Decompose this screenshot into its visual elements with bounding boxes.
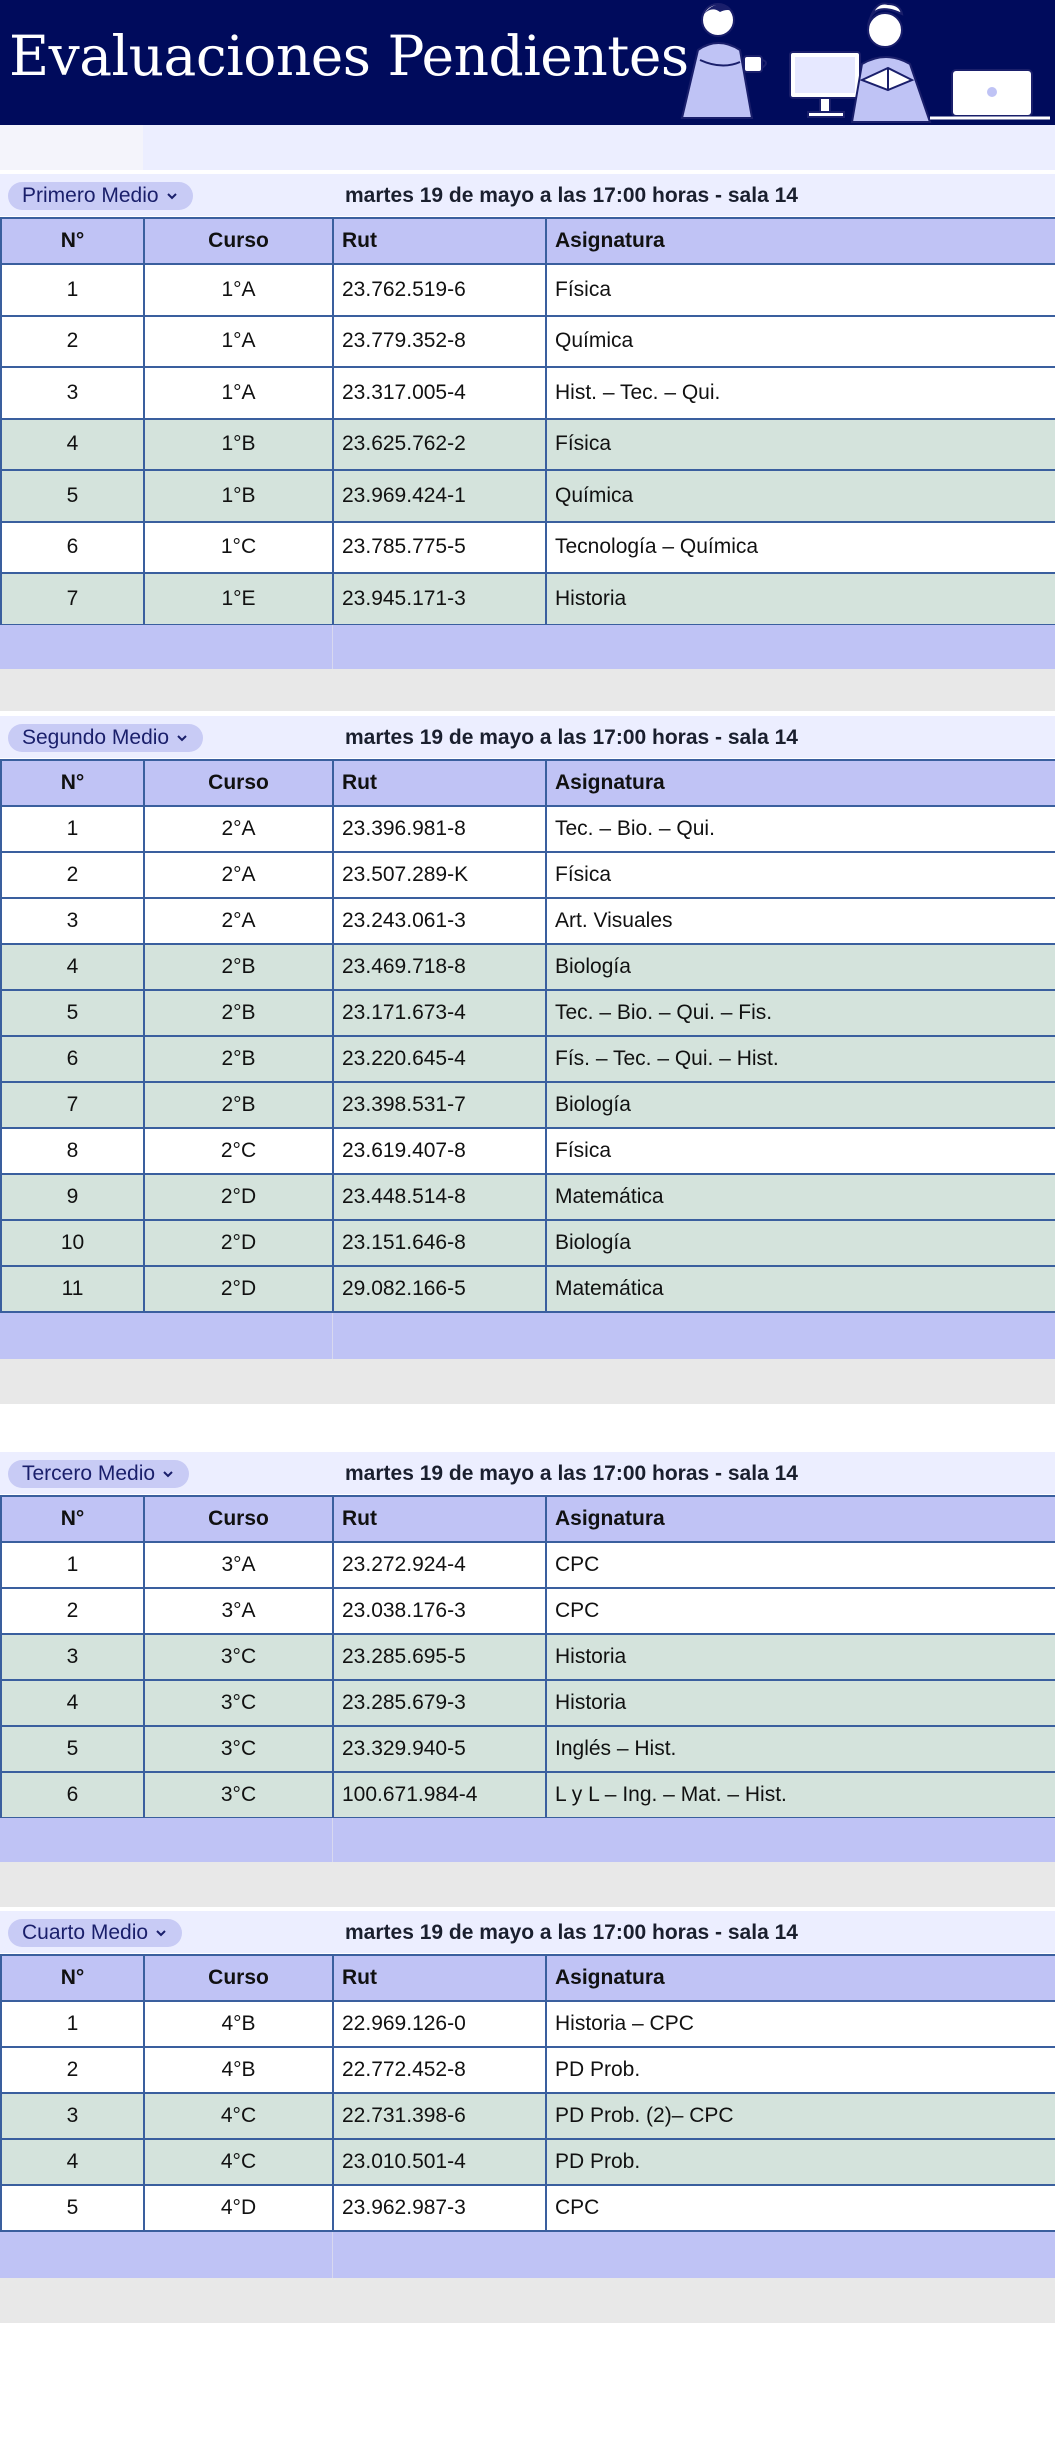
footer-divider: [332, 1818, 333, 1862]
cell-num: 4: [1, 419, 144, 471]
cell-num: 9: [1, 1174, 144, 1220]
cell-curso: 3°C: [144, 1680, 333, 1726]
cell-rut: 22.772.452-8: [333, 2047, 546, 2093]
cell-asignatura: CPC: [546, 1542, 1055, 1588]
cell-rut: 23.507.289-K: [333, 852, 546, 898]
table-row: [1, 573, 1055, 625]
cell-curso: 3°C: [144, 1726, 333, 1772]
cell-curso: 2°B: [144, 944, 333, 990]
cell-curso: 2°D: [144, 1220, 333, 1266]
cell-num: 10: [1, 1220, 144, 1266]
cell-curso: 2°A: [144, 806, 333, 852]
table-row: [1, 1082, 1055, 1128]
cell-curso: 3°C: [144, 1634, 333, 1680]
cell-curso: 2°B: [144, 990, 333, 1036]
section-cuarto-footer: [0, 2232, 1055, 2278]
cell-rut: 23.398.531-7: [333, 1082, 546, 1128]
cell-num: 1: [1, 264, 144, 316]
section-tercero-header: [0, 1452, 1055, 1494]
table-row: [1, 2001, 1055, 2047]
cell-curso: 3°C: [144, 1772, 333, 1818]
table-row: [1, 898, 1055, 944]
cell-rut: 23.329.940-5: [333, 1726, 546, 1772]
cell-asignatura: Tec. – Bio. – Qui. – Fis.: [546, 990, 1055, 1036]
cell-rut: 23.762.519-6: [333, 264, 546, 316]
cell-rut: 22.969.126-0: [333, 2001, 546, 2047]
cell-asignatura: Biología: [546, 944, 1055, 990]
table-row: [1, 1588, 1055, 1634]
cell-num: 7: [1, 573, 144, 625]
cell-asignatura: Art. Visuales: [546, 898, 1055, 944]
table-row: [1, 2047, 1055, 2093]
cell-rut: 23.945.171-3: [333, 573, 546, 625]
page-title: Evaluaciones Pendientes: [9, 24, 689, 88]
cell-asignatura: Biología: [546, 1220, 1055, 1266]
table-row: [1, 470, 1055, 522]
top-band: [0, 125, 1055, 170]
column-header-num: N°: [1, 1496, 144, 1542]
table-row: [1, 1542, 1055, 1588]
cell-curso: 4°D: [144, 2185, 333, 2231]
section-label: Cuarto Medio: [22, 1921, 149, 1944]
column-header-num: N°: [1, 1955, 144, 2001]
table-row: [1, 1266, 1055, 1312]
section-date: martes 19 de mayo a las 17:00 horas - sala 14: [345, 1921, 798, 1944]
footer-divider: [332, 1313, 333, 1359]
chevron-down-icon: [161, 1467, 175, 1481]
cell-num: 5: [1, 1726, 144, 1772]
section-dropdown-segundo[interactable]: [8, 724, 203, 752]
table-row: [1, 522, 1055, 574]
table-row: [1, 1220, 1055, 1266]
cell-num: 3: [1, 898, 144, 944]
cell-curso: 1°B: [144, 419, 333, 471]
cell-rut: 23.396.981-8: [333, 806, 546, 852]
table-segundo: [0, 759, 1055, 1313]
column-header-num: N°: [1, 218, 144, 264]
cell-rut: 23.962.987-3: [333, 2185, 546, 2231]
cell-rut: 23.243.061-3: [333, 898, 546, 944]
cell-num: 2: [1, 1588, 144, 1634]
cell-rut: 23.285.695-5: [333, 1634, 546, 1680]
table-row: [1, 1726, 1055, 1772]
column-header-num: N°: [1, 760, 144, 806]
cell-num: 3: [1, 367, 144, 419]
cell-curso: 3°A: [144, 1542, 333, 1588]
cell-asignatura: Biología: [546, 1082, 1055, 1128]
table-row: [1, 1174, 1055, 1220]
students-illustration: [640, 0, 1055, 125]
column-header-asignatura: Asignatura: [546, 1496, 1055, 1542]
section-tercero-footer: [0, 1818, 1055, 1862]
section-dropdown-cuarto[interactable]: [8, 1919, 182, 1947]
table-primero: [0, 217, 1055, 626]
cell-curso: 1°A: [144, 367, 333, 419]
cell-asignatura: Hist. – Tec. – Qui.: [546, 367, 1055, 419]
table-row: [1, 316, 1055, 368]
cell-num: 2: [1, 2047, 144, 2093]
chevron-down-icon: [165, 189, 179, 203]
cell-num: 11: [1, 1266, 144, 1312]
cell-curso: 2°B: [144, 1036, 333, 1082]
cell-asignatura: Física: [546, 264, 1055, 316]
cell-asignatura: CPC: [546, 1588, 1055, 1634]
cell-rut: 23.285.679-3: [333, 1680, 546, 1726]
cell-rut: 23.469.718-8: [333, 944, 546, 990]
cell-asignatura: Historia: [546, 1634, 1055, 1680]
table-row: [1, 1634, 1055, 1680]
footer-divider: [332, 625, 333, 669]
cell-num: 6: [1, 1036, 144, 1082]
column-header-curso: Curso: [144, 218, 333, 264]
cell-num: 2: [1, 852, 144, 898]
column-header-curso: Curso: [144, 760, 333, 806]
section-tercero-gap: [0, 1862, 1055, 1907]
table-row: [1, 944, 1055, 990]
cell-num: 6: [1, 522, 144, 574]
page-header: [0, 0, 1055, 125]
column-header-rut: Rut: [333, 218, 546, 264]
cell-num: 4: [1, 944, 144, 990]
cell-rut: 23.171.673-4: [333, 990, 546, 1036]
cell-asignatura: Química: [546, 470, 1055, 522]
cell-asignatura: PD Prob.: [546, 2047, 1055, 2093]
cell-rut: 23.317.005-4: [333, 367, 546, 419]
section-label: Tercero Medio: [22, 1462, 156, 1485]
cell-curso: 2°A: [144, 898, 333, 944]
cell-num: 4: [1, 1680, 144, 1726]
cell-num: 5: [1, 470, 144, 522]
section-date: martes 19 de mayo a las 17:00 horas - sala 14: [345, 726, 798, 749]
cell-asignatura: PD Prob. (2)– CPC: [546, 2093, 1055, 2139]
cell-rut: 23.151.646-8: [333, 1220, 546, 1266]
table-row: [1, 367, 1055, 419]
cell-num: 5: [1, 990, 144, 1036]
table-cuarto: [0, 1954, 1055, 2232]
cell-rut: 23.220.645-4: [333, 1036, 546, 1082]
cell-rut: 23.969.424-1: [333, 470, 546, 522]
table-row: [1, 2093, 1055, 2139]
column-header-rut: Rut: [333, 760, 546, 806]
section-cuarto-header: [0, 1911, 1055, 1953]
column-header-asignatura: Asignatura: [546, 760, 1055, 806]
top-band-block: [0, 125, 143, 170]
section-segundo-footer: [0, 1313, 1055, 1359]
cell-asignatura: Física: [546, 419, 1055, 471]
cell-asignatura: Matemática: [546, 1266, 1055, 1312]
section-date: martes 19 de mayo a las 17:00 horas - sala 14: [345, 184, 798, 207]
cell-num: 3: [1, 1634, 144, 1680]
cell-num: 5: [1, 2185, 144, 2231]
chevron-down-icon: [175, 731, 189, 745]
table-row: [1, 852, 1055, 898]
column-header-curso: Curso: [144, 1955, 333, 2001]
cell-curso: 2°A: [144, 852, 333, 898]
cell-asignatura: Física: [546, 1128, 1055, 1174]
cell-curso: 1°B: [144, 470, 333, 522]
table-row: [1, 1036, 1055, 1082]
section-label: Primero Medio: [22, 184, 159, 207]
cell-rut: 23.625.762-2: [333, 419, 546, 471]
cell-curso: 2°B: [144, 1082, 333, 1128]
cell-rut: 23.448.514-8: [333, 1174, 546, 1220]
cell-curso: 4°C: [144, 2139, 333, 2185]
cell-rut: 23.272.924-4: [333, 1542, 546, 1588]
cell-num: 8: [1, 1128, 144, 1174]
column-header-curso: Curso: [144, 1496, 333, 1542]
cell-rut: 23.785.775-5: [333, 522, 546, 574]
section-segundo-header: [0, 716, 1055, 758]
cell-num: 1: [1, 2001, 144, 2047]
cell-rut: 100.671.984-4: [333, 1772, 546, 1818]
cell-rut: 23.779.352-8: [333, 316, 546, 368]
cell-asignatura: Física: [546, 852, 1055, 898]
cell-asignatura: Historia: [546, 1680, 1055, 1726]
cell-curso: 2°D: [144, 1266, 333, 1312]
cell-asignatura: Tec. – Bio. – Qui.: [546, 806, 1055, 852]
table-row: [1, 2185, 1055, 2231]
column-header-rut: Rut: [333, 1496, 546, 1542]
cell-num: 2: [1, 316, 144, 368]
cell-num: 1: [1, 806, 144, 852]
cell-rut: 29.082.166-5: [333, 1266, 546, 1312]
cell-num: 4: [1, 2139, 144, 2185]
cell-rut: 23.038.176-3: [333, 1588, 546, 1634]
section-primero-gap: [0, 669, 1055, 711]
cell-curso: 4°C: [144, 2093, 333, 2139]
chevron-down-icon: [154, 1926, 168, 1940]
footer-divider: [332, 2232, 333, 2278]
cell-asignatura: Fís. – Tec. – Qui. – Hist.: [546, 1036, 1055, 1082]
cell-curso: 1°C: [144, 522, 333, 574]
table-row: [1, 264, 1055, 316]
cell-num: 1: [1, 1542, 144, 1588]
cell-rut: 23.619.407-8: [333, 1128, 546, 1174]
table-row: [1, 806, 1055, 852]
cell-num: 7: [1, 1082, 144, 1128]
cell-curso: 1°E: [144, 573, 333, 625]
cell-asignatura: PD Prob.: [546, 2139, 1055, 2185]
table-tercero: [0, 1495, 1055, 1819]
table-row: [1, 2139, 1055, 2185]
cell-asignatura: Historia – CPC: [546, 2001, 1055, 2047]
table-row: [1, 1680, 1055, 1726]
cell-curso: 2°D: [144, 1174, 333, 1220]
section-primero-footer: [0, 625, 1055, 669]
cell-rut: 22.731.398-6: [333, 2093, 546, 2139]
table-row: [1, 419, 1055, 471]
cell-asignatura: Tecnología – Química: [546, 522, 1055, 574]
section-label: Segundo Medio: [22, 726, 170, 749]
column-header-rut: Rut: [333, 1955, 546, 2001]
cell-curso: 2°C: [144, 1128, 333, 1174]
section-primero-header: [0, 174, 1055, 216]
cell-rut: 23.010.501-4: [333, 2139, 546, 2185]
cell-curso: 3°A: [144, 1588, 333, 1634]
column-header-asignatura: Asignatura: [546, 218, 1055, 264]
section-dropdown-primero[interactable]: [8, 182, 193, 210]
cell-curso: 1°A: [144, 264, 333, 316]
cell-curso: 1°A: [144, 316, 333, 368]
cell-curso: 4°B: [144, 2047, 333, 2093]
table-row: [1, 1128, 1055, 1174]
cell-asignatura: Inglés – Hist.: [546, 1726, 1055, 1772]
section-date: martes 19 de mayo a las 17:00 horas - sala 14: [345, 1462, 798, 1485]
section-dropdown-tercero[interactable]: [8, 1460, 189, 1488]
cell-asignatura: L y L – Ing. – Mat. – Hist.: [546, 1772, 1055, 1818]
section-cuarto-gap: [0, 2278, 1055, 2323]
cell-asignatura: Historia: [546, 573, 1055, 625]
table-row: [1, 1772, 1055, 1818]
cell-asignatura: Matemática: [546, 1174, 1055, 1220]
cell-curso: 4°B: [144, 2001, 333, 2047]
cell-num: 6: [1, 1772, 144, 1818]
cell-asignatura: CPC: [546, 2185, 1055, 2231]
table-row: [1, 990, 1055, 1036]
column-header-asignatura: Asignatura: [546, 1955, 1055, 2001]
cell-asignatura: Química: [546, 316, 1055, 368]
cell-num: 3: [1, 2093, 144, 2139]
section-segundo-gap: [0, 1359, 1055, 1404]
